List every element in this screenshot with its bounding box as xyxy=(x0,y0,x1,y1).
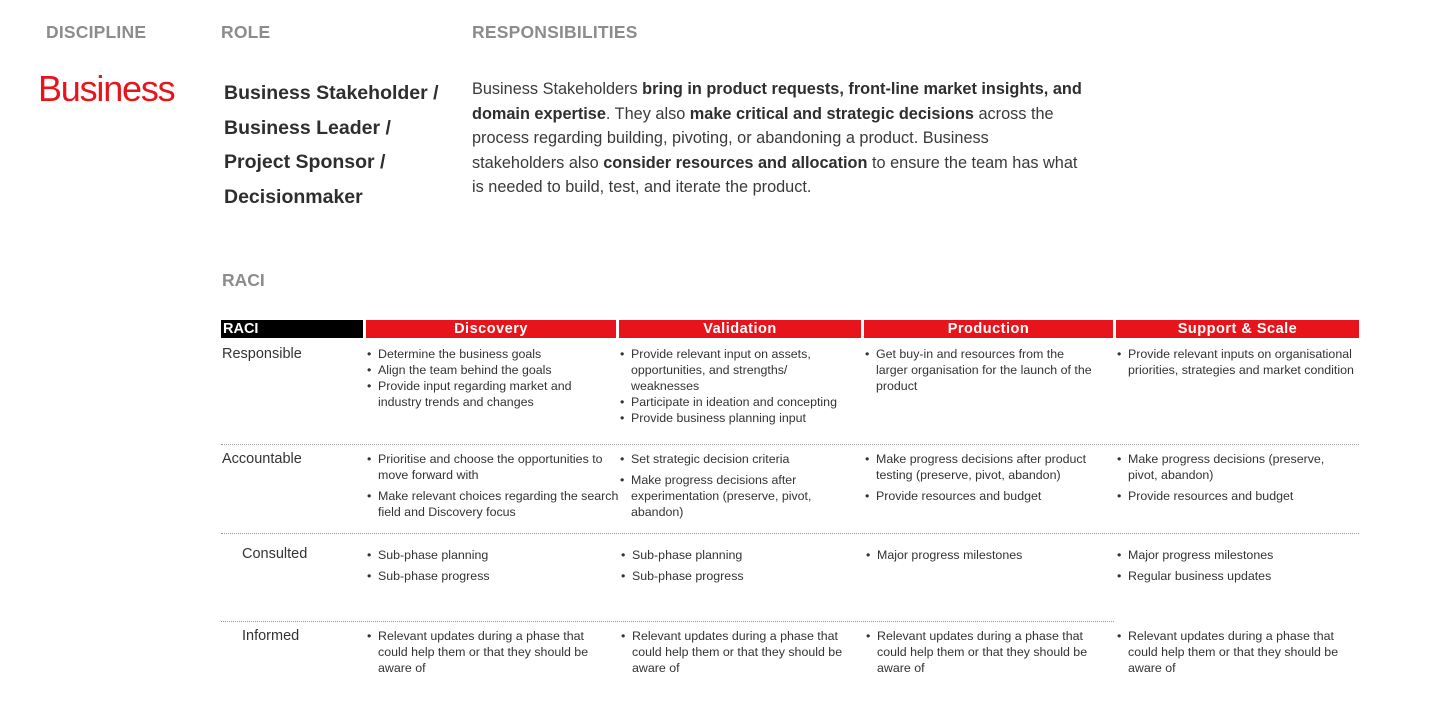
resp-text-part: across the process regarding building, pivoting, or abandoning a product. Business stakeholders also xyxy=(472,104,1054,172)
row-divider xyxy=(221,621,1114,622)
role-line: Business Stakeholder / xyxy=(224,82,439,104)
cell-informed-validation xyxy=(620,628,860,676)
list-item: • Prioritise and choose the opportunities to move forward with xyxy=(366,451,622,483)
role-header: ROLE xyxy=(221,22,271,42)
phase-header-validation: Validation xyxy=(619,320,861,338)
raci-corner-label: RACI xyxy=(221,320,363,338)
resp-text-part: to ensure the team has what is needed to build, test, and iterate the product. xyxy=(472,153,1078,196)
cell-informed-support-scale xyxy=(1116,628,1356,676)
cell-responsible-discovery xyxy=(366,346,618,410)
cell-accountable-support-scale xyxy=(1116,451,1348,504)
list-item: • Make progress decisions after experimentation (preserve, pivot, abandon) xyxy=(619,472,854,520)
cell-accountable-discovery xyxy=(366,451,622,520)
cell-consulted-support-scale xyxy=(1116,547,1356,584)
cell-accountable-validation xyxy=(619,451,854,520)
cell-responsible-validation xyxy=(619,346,857,426)
phase-header-production: Production xyxy=(864,320,1113,338)
phase-header-support-scale: Support & Scale xyxy=(1116,320,1359,338)
list-item: • Relevant updates during a phase that could help them or that they should be aware of xyxy=(620,628,860,676)
list-item: • Major progress milestones xyxy=(1116,547,1356,563)
resp-emphasis: bring in product requests, front-line market insights, and domain expertise xyxy=(472,80,1082,123)
list-item: • Determine the business goals xyxy=(366,346,618,362)
row-label-consulted: Consulted xyxy=(242,546,308,562)
list-item: • Sub-phase progress xyxy=(620,568,860,584)
resp-text-part: . They also xyxy=(605,104,690,123)
list-item: • Participate in ideation and concepting xyxy=(619,394,857,410)
list-item: • Align the team behind the goals xyxy=(366,362,618,378)
list-item: • Provide input regarding market and industry trends and changes xyxy=(366,378,618,410)
list-item: • Sub-phase planning xyxy=(366,547,616,563)
cell-consulted-discovery xyxy=(366,547,616,584)
cell-responsible-support-scale xyxy=(1116,346,1356,378)
cell-consulted-production xyxy=(865,547,1105,563)
list-item: • Provide relevant input on assets, opportunities, and strengths/ weaknesses xyxy=(619,346,857,394)
list-item: • Relevant updates during a phase that could help them or that they should be aware of xyxy=(865,628,1105,676)
cell-informed-production xyxy=(865,628,1105,676)
list-item: • Relevant updates during a phase that could help them or that they should be aware of xyxy=(366,628,606,676)
list-item: • Major progress milestones xyxy=(865,547,1105,563)
cell-responsible-production xyxy=(864,346,1099,394)
list-item: • Provide resources and budget xyxy=(1116,488,1348,504)
cell-informed-discovery xyxy=(366,628,606,676)
row-divider xyxy=(221,444,1359,445)
role-line: Business Leader / xyxy=(224,116,391,139)
role-line: Decisionmaker xyxy=(224,185,363,208)
list-item: • Make progress decisions (preserve, pivot, abandon) xyxy=(1116,451,1348,483)
list-item: • Set strategic decision criteria xyxy=(619,451,854,467)
resp-emphasis: consider resources and allocation xyxy=(603,153,868,172)
list-item: • Provide relevant inputs on organisational priorities, strategies and market condition xyxy=(1116,346,1356,378)
list-item: • Get buy-in and resources from the larger organisation for the launch of the product xyxy=(864,346,1099,394)
resp-text-part: Business Stakeholders xyxy=(472,80,643,98)
list-item: • Provide resources and budget xyxy=(864,488,1109,504)
list-item: • Relevant updates during a phase that could help them or that they should be aware of xyxy=(1116,628,1356,676)
responsibilities-text xyxy=(472,77,1082,200)
role-title xyxy=(224,76,439,214)
cell-consulted-validation xyxy=(620,547,860,584)
list-item: • Regular business updates xyxy=(1116,568,1356,584)
list-item: • Make progress decisions after product testing (preserve, pivot, abandon) xyxy=(864,451,1109,483)
resp-emphasis: make critical and strategic decisions xyxy=(689,104,974,123)
list-item: • Sub-phase progress xyxy=(366,568,616,584)
role-line: Project Sponsor / xyxy=(224,151,386,173)
responsibilities-header: RESPONSIBILITIES xyxy=(472,22,638,42)
raci-heading: RACI xyxy=(222,270,265,290)
cell-accountable-production xyxy=(864,451,1109,504)
list-item: • Make relevant choices regarding the search field and Discovery focus xyxy=(366,488,622,520)
row-divider xyxy=(221,533,1359,534)
row-label-informed: Informed xyxy=(242,628,300,644)
row-label-responsible: Responsible xyxy=(222,346,302,362)
phase-header-discovery: Discovery xyxy=(366,320,616,338)
row-label-accountable: Accountable xyxy=(222,451,302,467)
list-item: • Provide business planning input xyxy=(619,410,857,426)
list-item: • Sub-phase planning xyxy=(620,547,860,563)
discipline-title: Business xyxy=(38,68,175,109)
discipline-header: DISCIPLINE xyxy=(46,22,147,42)
